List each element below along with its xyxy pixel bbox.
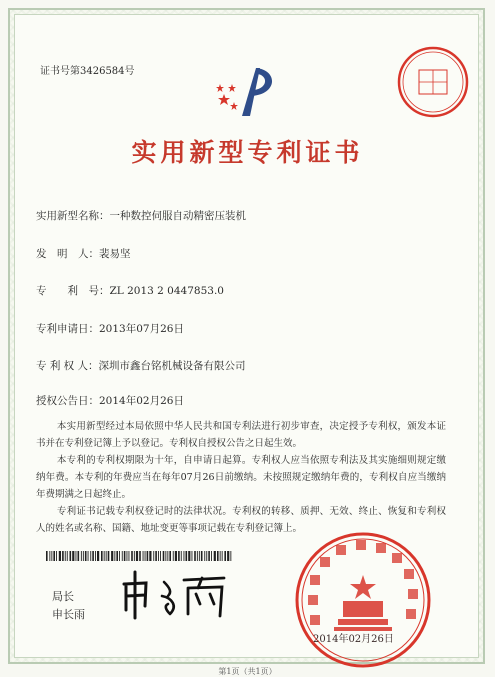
barcode-bar xyxy=(197,551,198,561)
barcode-bar xyxy=(169,551,171,561)
barcode-bar xyxy=(114,551,115,561)
barcode-bar xyxy=(134,551,135,561)
barcode-bar xyxy=(181,551,182,561)
director-name: 申长雨 xyxy=(52,608,85,621)
barcode-bar xyxy=(160,551,161,561)
barcode-bar xyxy=(192,551,193,561)
barcode-bar xyxy=(59,551,61,561)
barcode-bar xyxy=(124,551,126,561)
barcode-bar xyxy=(106,551,107,561)
page-indicator: 第1页（共1页） xyxy=(218,667,277,676)
barcode-bar xyxy=(194,551,196,561)
application-date-field xyxy=(36,321,184,336)
barcode-bar xyxy=(127,551,128,561)
barcode-bar xyxy=(227,551,229,561)
barcode-bar xyxy=(224,551,226,561)
barcode-bar xyxy=(108,551,110,561)
certificate-body xyxy=(36,418,446,537)
barcode-bar xyxy=(139,551,141,561)
field-value: 2013年07月26日 xyxy=(99,323,184,335)
patent-number-field xyxy=(36,283,224,298)
field-value: 2014年02月26日 xyxy=(99,395,184,407)
barcode-bar xyxy=(85,551,87,561)
barcode-bar xyxy=(214,551,216,561)
publication-date-field xyxy=(36,393,184,408)
barcode-bar xyxy=(173,551,174,561)
utility-model-name-field xyxy=(36,208,246,223)
certificate-number: 证书号第3426584号 xyxy=(40,66,135,77)
barcode-bar xyxy=(49,551,50,561)
barcode-bar xyxy=(199,551,200,561)
handwritten-signature xyxy=(118,566,233,621)
field-label: 专 利 权 人： xyxy=(36,360,99,372)
barcode-bar xyxy=(178,551,180,561)
barcode-bar xyxy=(201,551,203,561)
barcode-bar xyxy=(83,551,84,561)
official-national-seal xyxy=(288,525,438,675)
barcode-bar xyxy=(46,551,48,561)
barcode-bar xyxy=(222,551,223,561)
barcode-bar xyxy=(97,551,99,561)
body-paragraph: 本实用新型经过本局依照中华人民共和国专利法进行初步审查，决定授予专利权，颁发本证书并在专利登记簿上予以登记。专利权自授权公告之日起生效。 xyxy=(36,421,446,449)
barcode-bar xyxy=(65,551,66,561)
barcode-bar xyxy=(206,551,207,561)
field-label: 发 明 人： xyxy=(36,248,99,260)
barcode-bar xyxy=(143,551,144,561)
barcode-bar xyxy=(70,551,72,561)
barcode xyxy=(46,551,232,561)
barcode-bar xyxy=(81,551,82,561)
barcode-bar xyxy=(217,551,219,561)
certificate-title: 实用新型专利证书 xyxy=(131,138,364,167)
barcode-bar xyxy=(147,551,149,561)
barcode-bar xyxy=(211,551,212,561)
barcode-bar xyxy=(95,551,96,561)
barcode-bar xyxy=(116,551,118,561)
inventor-field xyxy=(36,246,131,261)
barcode-bar xyxy=(163,551,165,561)
barcode-bar xyxy=(175,551,177,561)
barcode-bar xyxy=(122,551,123,561)
barcode-bar xyxy=(67,551,68,561)
field-label: 实用新型名称： xyxy=(36,210,110,222)
field-value: 裴易坚 xyxy=(99,248,131,260)
barcode-bar xyxy=(184,551,185,561)
barcode-bar xyxy=(220,551,221,561)
barcode-bar xyxy=(155,551,157,561)
barcode-bar xyxy=(167,551,168,561)
barcode-bar xyxy=(149,551,151,561)
barcode-bar xyxy=(90,551,91,561)
barcode-bar xyxy=(76,551,77,561)
barcode-bar xyxy=(62,551,64,561)
barcode-bar xyxy=(72,551,74,561)
seal-date: 2014年02月26日 xyxy=(313,634,394,645)
field-label: 专 利 号： xyxy=(36,285,110,297)
barcode-bar xyxy=(230,551,231,561)
barcode-bar xyxy=(88,551,89,561)
field-label: 专利申请日： xyxy=(36,323,99,335)
barcode-bar xyxy=(204,551,205,561)
barcode-bar xyxy=(145,551,146,561)
director-title: 局长 xyxy=(52,590,74,603)
field-label: 授权公告日： xyxy=(36,395,99,407)
field-value: 一种数控伺服自动精密压装机 xyxy=(109,210,246,222)
top-official-seal xyxy=(395,44,471,120)
barcode-bar xyxy=(131,551,133,561)
body-paragraph: 专利证书记载专利权登记时的法律状况。专利权的转移、质押、无效、终止、恢复和专利权人的姓名或名称、国籍、地址变更等事项记载在专利登记簿上。 xyxy=(36,506,446,534)
barcode-bar xyxy=(104,551,105,561)
barcode-bar xyxy=(119,551,120,561)
barcode-bar xyxy=(153,551,154,561)
barcode-bar xyxy=(136,551,138,561)
barcode-bar xyxy=(186,551,188,561)
field-value: 深圳市鑫台铭机械设备有限公司 xyxy=(98,360,246,372)
field-value: ZL 2013 2 0447853.0 xyxy=(109,285,224,297)
barcode-bar xyxy=(188,551,190,561)
patent-office-logo-icon xyxy=(212,64,280,124)
barcode-bar xyxy=(51,551,52,561)
barcode-bar xyxy=(165,551,166,561)
barcode-bar xyxy=(53,551,55,561)
body-paragraph: 本专利的专利权期限为十年，自申请日起算。专利权人应当依照专利法及其实施细则规定缴纳年费。本专利的年费应当在每年07月26日前缴纳。未按照规定缴纳年费的，专利权自应当缴纳年费期满之日起终止。 xyxy=(36,455,446,500)
barcode-bar xyxy=(111,551,113,561)
barcode-bar xyxy=(158,551,159,561)
barcode-bar xyxy=(208,551,210,561)
barcode-bar xyxy=(129,551,130,561)
barcode-bar xyxy=(56,551,57,561)
patentee-field xyxy=(36,358,246,373)
barcode-bar xyxy=(78,551,80,561)
barcode-bar xyxy=(101,551,103,561)
barcode-bar xyxy=(92,551,94,561)
